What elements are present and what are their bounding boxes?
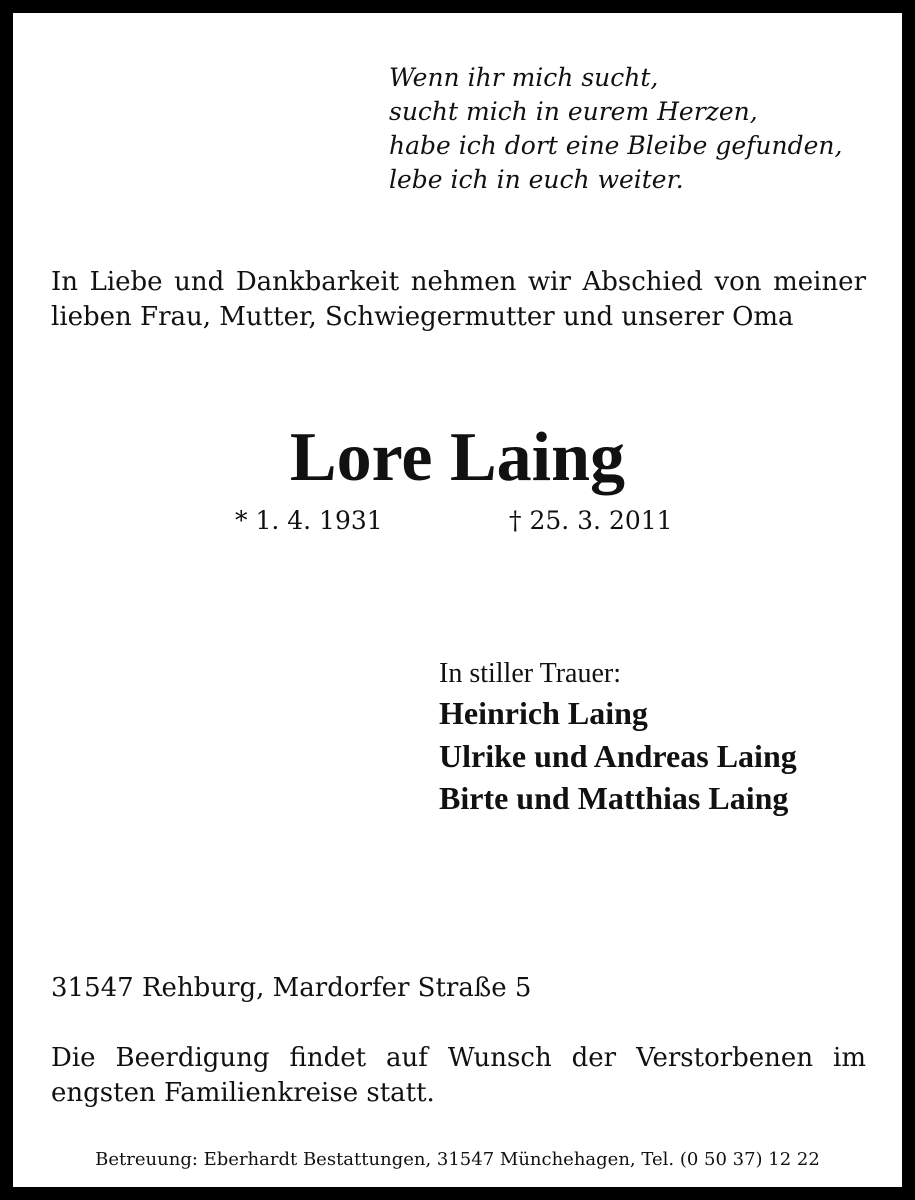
death-date: † 25. 3. 2011 — [509, 506, 673, 535]
mourner-name: Ulrike und Andreas Laing — [439, 737, 797, 774]
funeral-note: Die Beerdigung findet auf Wunsch der Verstorbenen im engsten Familienkreise statt. — [51, 1043, 866, 1108]
intro-text: In Liebe und Dankbarkeit nehmen wir Abschied von meiner lieben Frau, Mutter, Schwiegermutter und unserer Oma — [51, 267, 866, 332]
poem-line: habe ich dort eine Bleibe gefunden, — [389, 131, 843, 160]
deceased-name: Lore Laing — [289, 419, 626, 496]
funeral-home-line: Betreuung: Eberhardt Bestattungen, 31547 Münchehagen, Tel. (0 50 37) 12 22 — [95, 1149, 820, 1170]
poem-line: sucht mich in eurem Herzen, — [389, 97, 758, 126]
poem — [389, 61, 889, 197]
address: 31547 Rehburg, Mardorfer Straße 5 — [51, 973, 532, 1003]
mourners-label: In stiller Trauer: — [439, 658, 621, 689]
mourners-block — [439, 656, 797, 820]
mourner-name: Heinrich Laing — [439, 695, 648, 731]
poem-line: Wenn ihr mich sucht, — [389, 63, 659, 92]
poem-line: lebe ich in euch weiter. — [389, 165, 684, 194]
mourner-name: Birte und Matthias Laing — [439, 780, 789, 816]
birth-date: * 1. 4. 1931 — [235, 506, 383, 535]
